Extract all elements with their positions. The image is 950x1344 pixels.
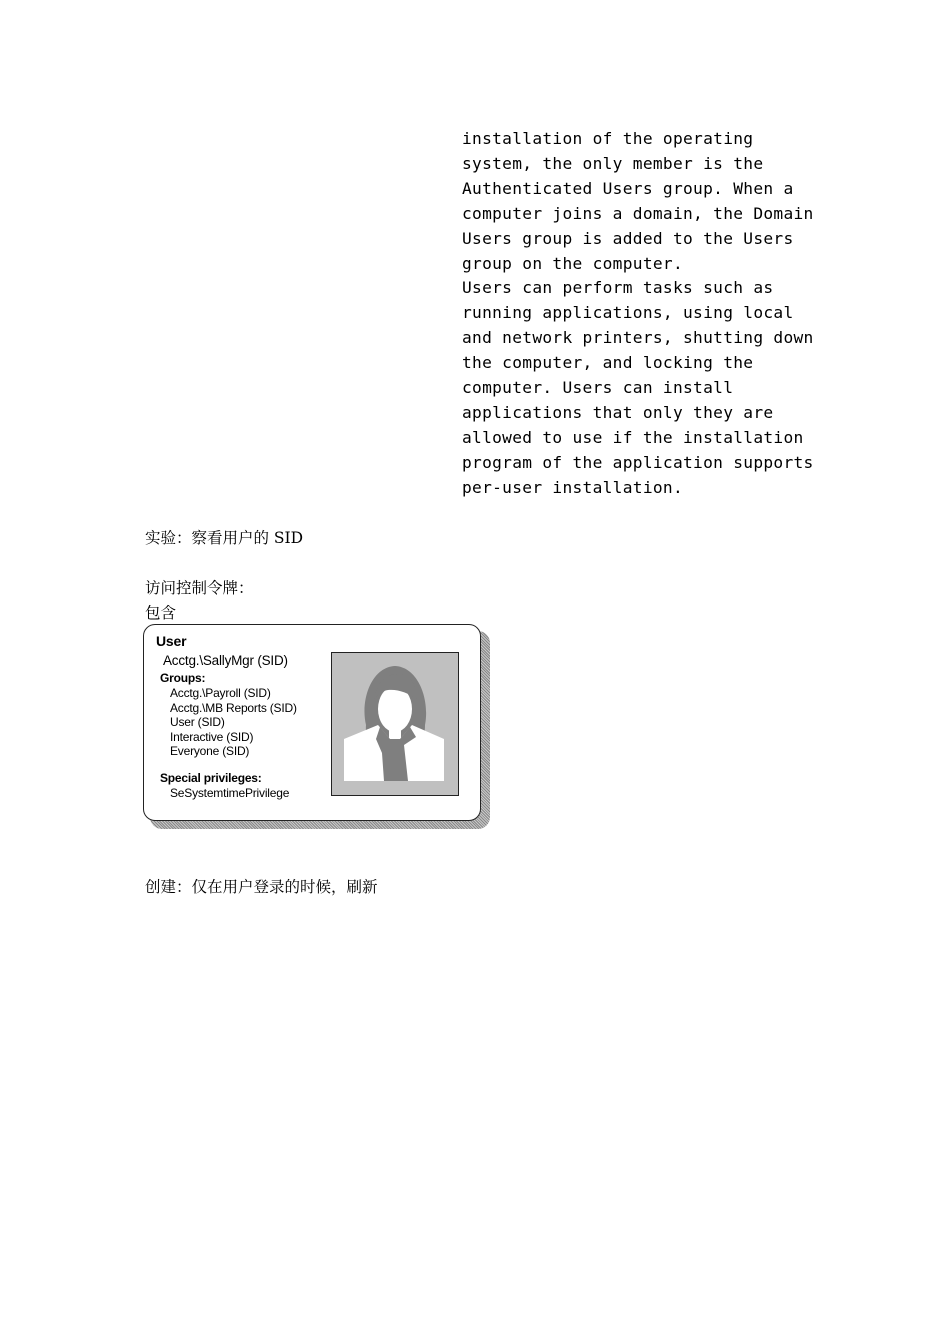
experiment-note: 实验：察看用户的 SID	[145, 529, 304, 547]
body-text-line: Users can perform tasks such as	[462, 278, 774, 298]
card-privilege-item: SeSystemtimePrivilege	[170, 786, 290, 800]
card-group-item: Acctg.\Payroll (SID)	[170, 686, 271, 700]
body-text-line: the computer, and locking the	[462, 353, 754, 373]
body-text-line: allowed to use if the installation	[462, 427, 804, 447]
card-group-item: User (SID)	[170, 715, 225, 729]
access-token-heading: 访问控制令牌：	[145, 579, 254, 597]
contains-label: 包含	[145, 604, 177, 622]
body-text-line: computer. Users can install	[462, 378, 734, 398]
creation-note: 创建：仅在用户登录的时候，刷新	[145, 878, 378, 896]
card-group-item: Everyone (SID)	[170, 744, 250, 758]
body-text-line: program of the application supports	[462, 452, 814, 472]
card-user-title: User	[156, 633, 187, 649]
body-text-line: and network printers, shutting down	[462, 328, 814, 348]
body-text-line: per-user installation.	[462, 477, 684, 497]
access-token-card	[143, 624, 481, 821]
body-text-line: applications that only they are	[462, 402, 774, 422]
card-groups-title: Groups:	[160, 671, 206, 685]
user-portrait-icon	[331, 652, 459, 796]
body-text-line: computer joins a domain, the Domain	[462, 203, 814, 223]
body-text-block	[462, 127, 822, 501]
body-text-line: Users group is added to the Users	[462, 228, 794, 248]
card-group-item: Acctg.\MB Reports (SID)	[170, 700, 297, 715]
card-user-account: Acctg.\SallyMgr (SID)	[163, 653, 288, 668]
body-text-line: system, the only member is the	[462, 153, 764, 173]
body-text-line: running applications, using local	[462, 303, 794, 323]
body-text-line: installation of the operating	[462, 129, 754, 148]
body-text-line: Authenticated Users group. When a	[462, 178, 794, 198]
body-text-line: group on the computer.	[462, 253, 684, 273]
card-privileges-title: Special privileges:	[160, 771, 262, 785]
card-group-item: Interactive (SID)	[170, 729, 254, 744]
